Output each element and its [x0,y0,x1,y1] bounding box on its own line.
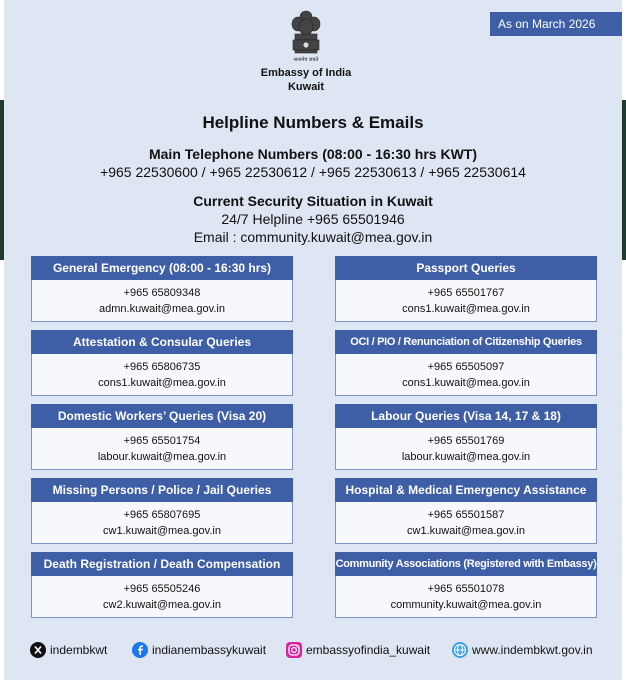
card-email[interactable]: cons1.kuwait@mea.gov.in [98,377,226,389]
card-title: Attestation & Consular Queries [31,330,293,354]
card-email[interactable]: admn.kuwait@mea.gov.in [99,303,225,315]
card-labour-queries [335,404,597,471]
card-phone[interactable]: +965 65505246 [123,583,201,595]
card-phone[interactable]: +965 65501767 [427,287,505,299]
national-emblem-icon [286,8,326,64]
card-hospital-medical [335,478,597,545]
card-email[interactable]: labour.kuwait@mea.gov.in [401,451,531,463]
card-title: Community Associations (Registered with Embassy) [335,552,597,576]
footer-facebook-link[interactable] [132,642,266,658]
website-url: www.indembkwt.gov.in [472,643,593,657]
card-title: OCI / PIO / Renunciation of Citizenship Queries [335,330,597,354]
card-email[interactable]: cw1.kuwait@mea.gov.in [103,525,221,537]
card-phone[interactable]: +965 65501078 [427,583,505,595]
facebook-icon [132,642,148,658]
card-death-registration [31,552,293,619]
page-title: Helpline Numbers & Emails [202,113,424,132]
card-phone[interactable]: +965 65809348 [123,287,201,299]
globe-icon [452,642,468,658]
card-title: Missing Persons / Police / Jail Queries [31,478,293,502]
org-name-line1: Embassy of India [260,67,352,79]
instagram-handle: embassyofindia_kuwait [306,643,431,657]
card-community-associations [335,552,597,619]
card-email[interactable]: cw1.kuwait@mea.gov.in [407,525,525,537]
card-phone[interactable]: +965 65807695 [123,509,201,521]
card-missing-persons [31,478,293,545]
footer-instagram-link[interactable] [286,642,430,658]
security-heading: Current Security Situation in Kuwait [193,193,433,209]
card-email[interactable]: community.kuwait@mea.gov.in [390,599,542,611]
card-title: Passport Queries [335,256,597,280]
x-handle: indembkwt [50,643,108,657]
card-email[interactable]: cons1.kuwait@mea.gov.in [402,377,530,389]
org-name [204,66,408,94]
date-badge: As on March 2026 [490,12,622,36]
background-strip-right [622,100,626,260]
card-email[interactable]: labour.kuwait@mea.gov.in [97,451,227,463]
card-phone[interactable]: +965 65501587 [427,509,505,521]
card-phone[interactable]: +965 65501754 [123,435,201,447]
card-title: Hospital & Medical Emergency Assistance [335,478,597,502]
card-passport-queries [335,256,597,323]
card-title: General Emergency (08:00 - 16:30 hrs) [31,256,293,280]
security-email: Email : community.kuwait@mea.gov.in [193,229,433,245]
card-title: Labour Queries (Visa 14, 17 & 18) [335,404,597,428]
card-title: Death Registration / Death Compensation [31,552,293,576]
helpline-poster [4,0,622,680]
card-email[interactable]: cw2.kuwait@mea.gov.in [103,599,221,611]
main-numbers: +965 22530600 / +965 22530612 / +965 22530613 / +965 22530614 [100,164,526,180]
card-phone[interactable]: +965 65501769 [427,435,505,447]
emblem-motto: सत्यमेव जयते [293,57,319,63]
card-email[interactable]: cons1.kuwait@mea.gov.in [402,303,530,315]
card-general-emergency [31,256,293,323]
card-oci-pio [335,330,597,397]
card-attestation-consular [31,330,293,397]
main-numbers-heading: Main Telephone Numbers (08:00 - 16:30 hrs KWT) [148,146,478,162]
card-title: Domestic Workers’ Queries (Visa 20) [31,404,293,428]
footer-x-link[interactable] [30,642,107,658]
facebook-handle: indianembassykuwait [152,643,267,657]
x-icon [30,642,46,658]
instagram-icon [286,642,302,658]
card-phone[interactable]: +965 65806735 [123,361,201,373]
card-phone[interactable]: +965 65505097 [427,361,505,373]
org-name-line2: Kuwait [287,81,325,93]
security-helpline: 24/7 Helpline +965 65501946 [221,211,405,227]
footer-website-link[interactable] [452,642,593,658]
card-domestic-workers [31,404,293,471]
